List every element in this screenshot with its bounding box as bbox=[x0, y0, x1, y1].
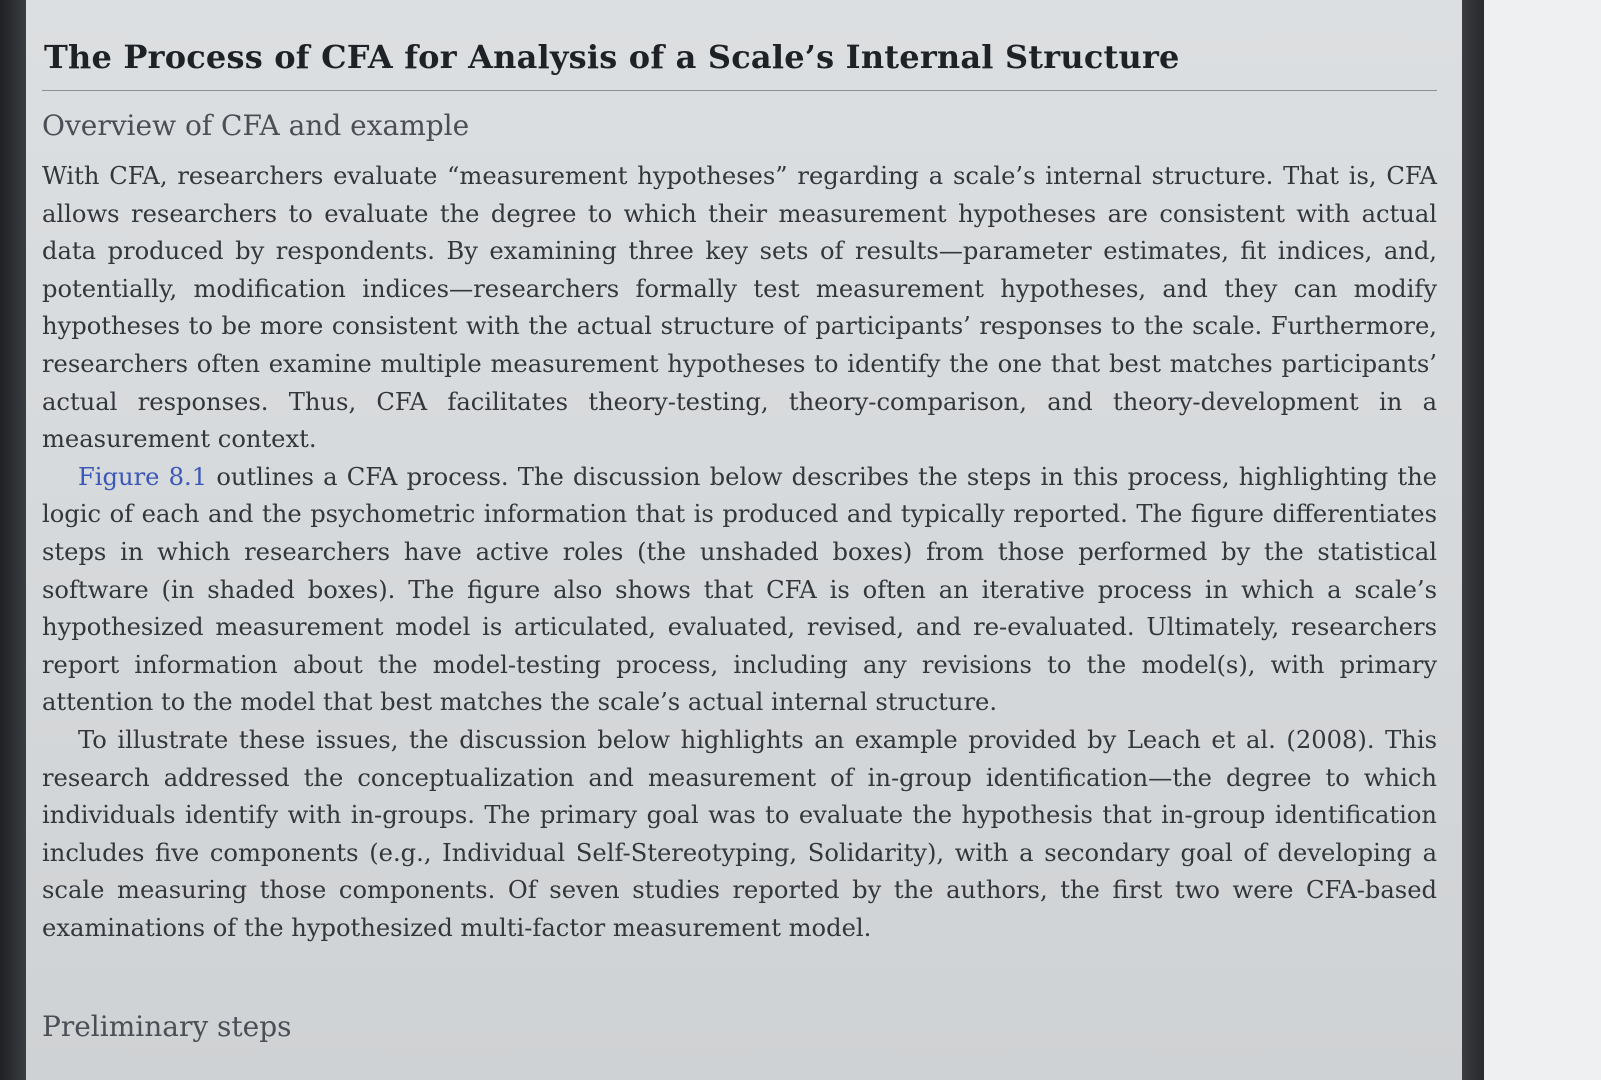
paragraph-2 bbox=[42, 459, 1437, 722]
book-page bbox=[42, 38, 1452, 947]
device-bezel-left bbox=[0, 0, 26, 1080]
background-surface bbox=[1484, 0, 1601, 1080]
paragraph-3: To illustrate these issues, the discussion below highlights an example provided by Leach et al. (2008). This research addressed the conceptualization and measurement of in-group identification—the degree to which individuals identify with in-groups. The primary goal was to evaluate the hypothesis that in-group identification includes five components (e.g., Individual Self-Stereotyping, Solidarity), with a secondary goal of developing a scale measuring those components. Of seven studies reported by the authors, the first two were CFA-based examinations of the hypothesized multi-factor measurement model. bbox=[42, 725, 1437, 942]
paragraph-2-text: outlines a CFA process. The discussion below describes the steps in this process, highlighting the logic of each and the psychometric information that is produced and typically reported. The figure differentiates steps in which researchers have active roles (the unshaded boxes) from those performed by the statistical software (in shaded boxes). The figure also shows that CFA is often an iterative process in which a scale’s hypothesized measurement model is articulated, evaluated, revised, and re-evaluated. Ultimately, researchers report information about the model-testing process, including any revisions to the model(s), with primary attention to the model that best matches the scale’s actual internal structure. bbox=[42, 462, 1437, 717]
device-bezel-right bbox=[1462, 0, 1484, 1080]
paragraph-1: With CFA, researchers evaluate “measurement hypotheses” regarding a scale’s internal structure. That is, CFA allows researchers to evaluate the degree to which their measurement hypotheses are consistent with actual data produced by respondents. By examining three key sets of results—parameter estimates, fit indices, and, potentially, modification indices—researchers formally test measurement hypotheses, and they can modify hypotheses to be more consistent with the actual structure of participants’ responses to the scale. Furthermore, researchers often examine multiple measurement hypotheses to identify the one that best matches participants’ actual responses. Thus, CFA facilitates theory-testing, theory-comparison, and theory-development in a measurement context. bbox=[42, 162, 1437, 454]
figure-8-1-link[interactable]: Figure 8.1 bbox=[78, 462, 208, 491]
title-divider bbox=[42, 90, 1437, 91]
reader-screen bbox=[26, 0, 1462, 1080]
section-heading: Overview of CFA and example bbox=[42, 109, 470, 142]
chapter-title: The Process of CFA for Analysis of a Scale’s Internal Structure bbox=[44, 38, 1180, 76]
next-section-heading: Preliminary steps bbox=[42, 1010, 292, 1043]
